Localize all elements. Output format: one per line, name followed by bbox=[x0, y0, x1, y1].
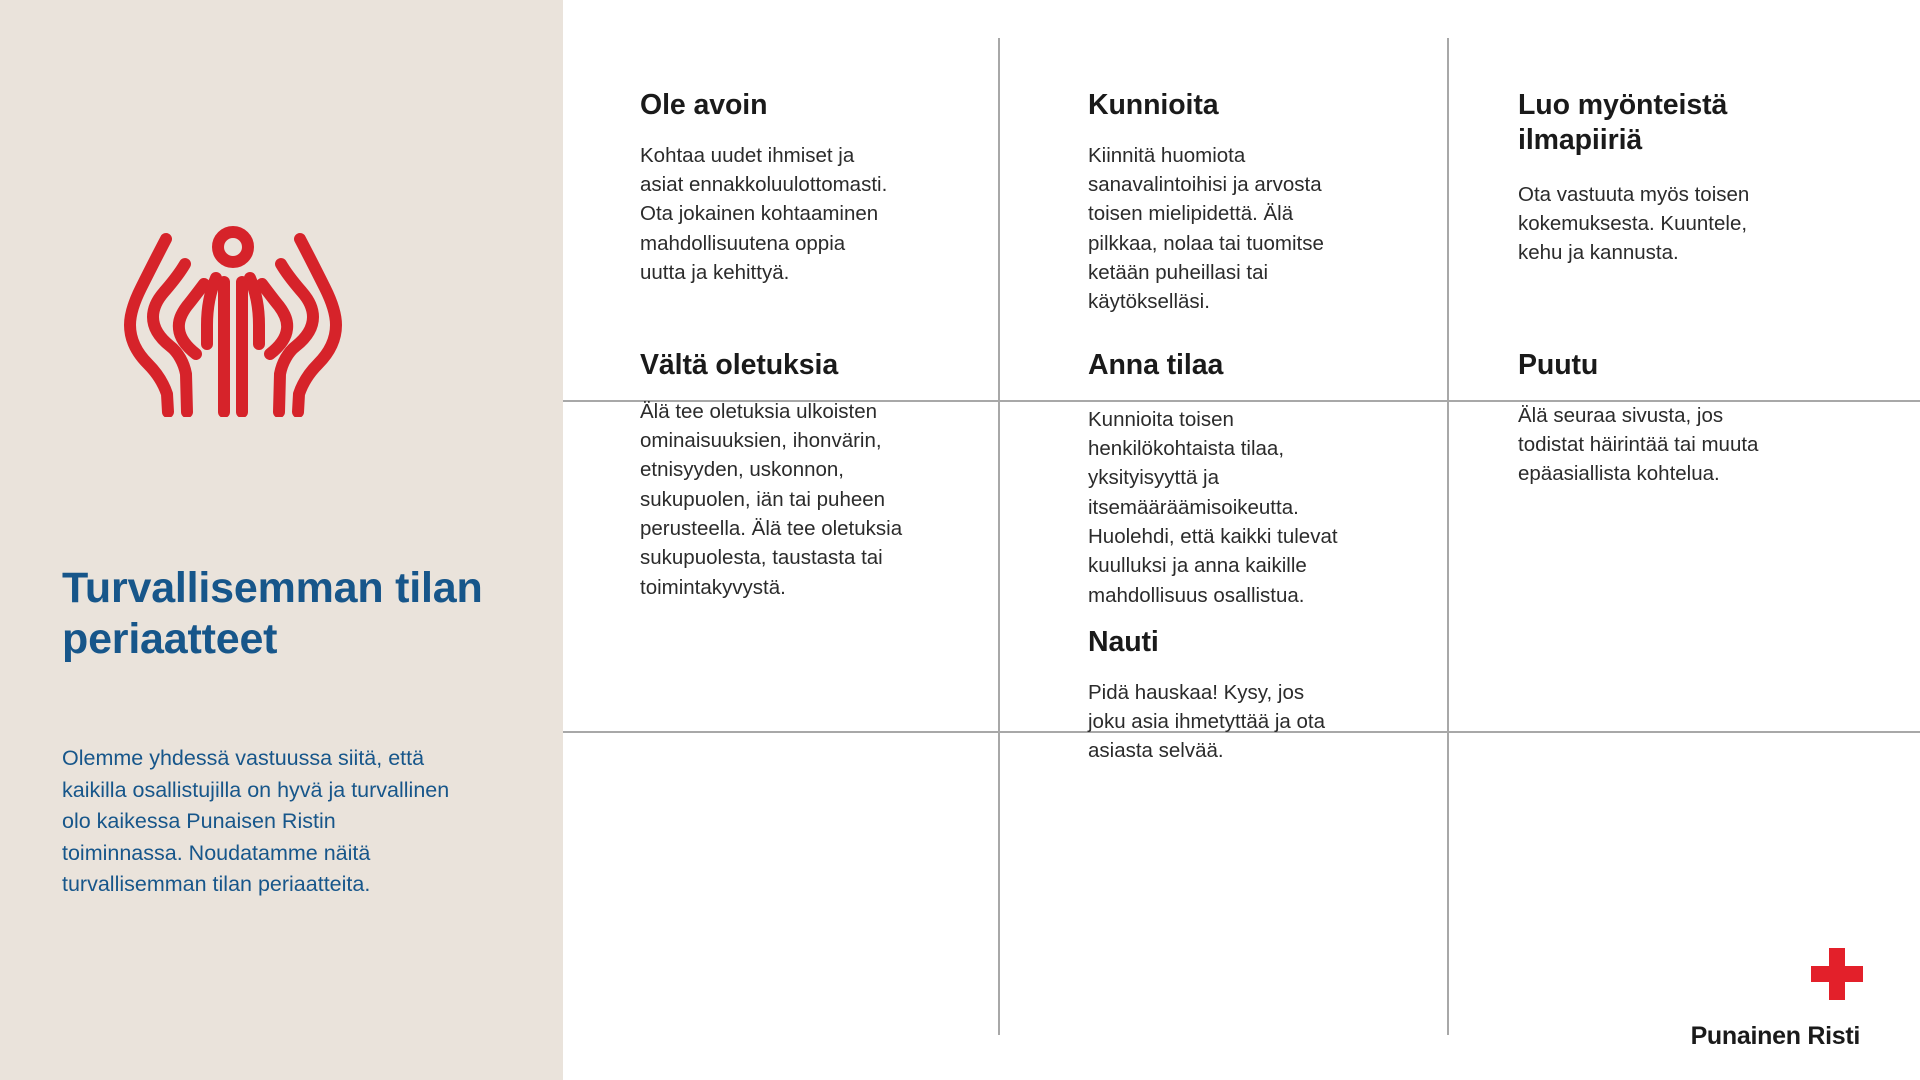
intro-paragraph: Olemme yhdessä vastuussa siitä, että kaikilla osallistujilla on hyvä ja turvallinen olo kaikessa Punaisen Ristin toiminnassa. Noudatamme näitä turvallisemman tilan periaatteita. bbox=[62, 746, 450, 897]
principle-body: Kunnioita toisen henkilökohtaista tilaa, yksityisyyttä ja itsemääräämisoikeutta. Huolehdi, että kaikki tulevat kuulluksi ja anna kaikille mahdollisuus osallistua. bbox=[1088, 407, 1338, 607]
page-title: Turvallisemman tilan periaatteet bbox=[62, 564, 483, 664]
principle-cell-kunnioita bbox=[1088, 88, 1428, 317]
principle-title: Anna tilaa bbox=[1088, 349, 1224, 381]
principle-body: Kohtaa uudet ihmiset ja asiat ennakkoluulottomasti. Ota jokainen kohtaaminen mahdollisuutena oppia uutta ja kehittyä. bbox=[640, 143, 888, 285]
principle-body: Älä tee oletuksia ulkoisten ominaisuuksien, ihonvärin, etnisyyden, uskonnon, sukupuolen, iän tai puheen perusteella. Älä tee oletuksia sukupuolesta, taustasta tai toimintakyvystä. bbox=[640, 399, 903, 599]
principle-cell-anna-tilaa bbox=[1088, 348, 1408, 610]
logo-wordmark: Punainen Risti bbox=[1690, 1022, 1860, 1050]
principle-title: Luo myönteistä ilmapiiriä bbox=[1518, 89, 1728, 156]
protecting-hands-person-icon bbox=[108, 222, 358, 417]
principles-grid bbox=[563, 0, 1920, 1080]
principle-title: Ole avoin bbox=[640, 89, 768, 121]
principle-body: Pidä hauskaa! Kysy, jos joku asia ihmetyttää ja ota asiasta selvää. bbox=[1088, 680, 1326, 763]
principle-body: Kiinnitä huomiota sanavalintoihisi ja arvosta toisen mielipidettä. Älä pilkkaa, nolaa tai tuomitse ketään puheillasi tai käytökselläsi. bbox=[1088, 143, 1324, 314]
principle-title: Kunnioita bbox=[1088, 89, 1219, 121]
principle-title: Puutu bbox=[1518, 349, 1599, 381]
principle-cell-puutu bbox=[1518, 348, 1848, 489]
principle-cell-valta-oletuksia bbox=[640, 348, 965, 602]
principle-body: Ota vastuuta myös toisen kokemuksesta. Kuuntele, kehu ja kannusta. bbox=[1518, 182, 1750, 265]
red-cross-icon bbox=[1811, 948, 1863, 1000]
principle-cell-luo-myonteista-ilmapiiria bbox=[1518, 88, 1848, 267]
principle-title: Vältä oletuksia bbox=[640, 349, 839, 381]
principle-cell-ole-avoin bbox=[640, 88, 980, 287]
left-panel bbox=[0, 0, 563, 1080]
grid-divider-vertical-2 bbox=[1447, 38, 1449, 1035]
organisation-logo bbox=[1663, 948, 1863, 1053]
principle-body: Älä seuraa sivusta, jos todistat häirintää tai muuta epäasiallista kohtelua. bbox=[1518, 403, 1759, 486]
principle-cell-nauti bbox=[1088, 625, 1398, 766]
principle-title: Nauti bbox=[1088, 626, 1159, 658]
grid-divider-vertical-1 bbox=[998, 38, 1000, 1035]
